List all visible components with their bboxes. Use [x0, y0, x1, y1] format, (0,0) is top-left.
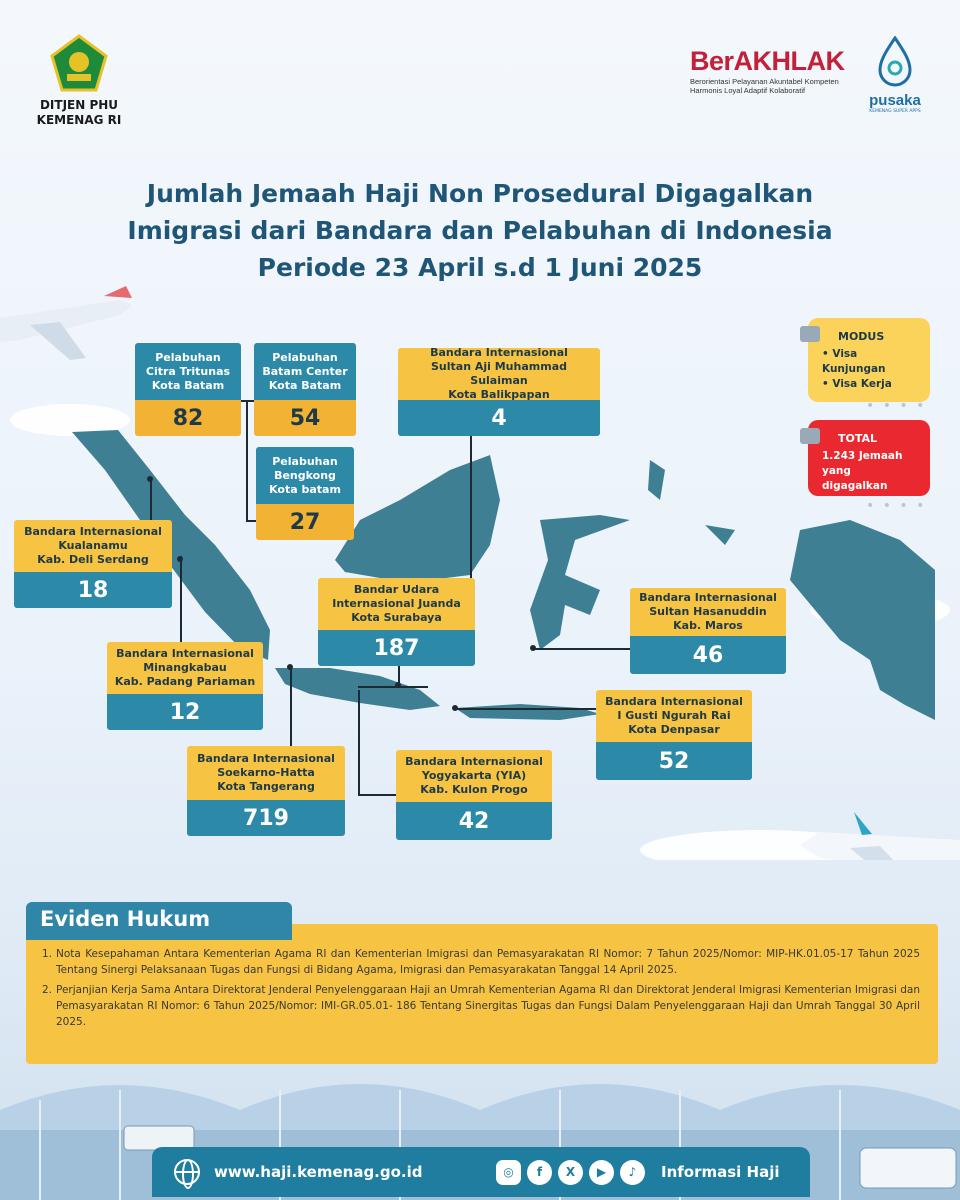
total-line1: 1.243 Jemaah [822, 450, 903, 462]
modus-list [822, 347, 920, 392]
location-label: Pelabuhan Batam Center Kota Batam [254, 343, 356, 400]
x-icon[interactable]: X [558, 1160, 583, 1185]
connector-line [534, 648, 630, 650]
location-value: 82 [135, 400, 241, 436]
org-name-line1: DITJEN PHU [39, 98, 119, 112]
connector-line [358, 794, 396, 796]
tiktok-icon[interactable]: ♪ [620, 1160, 645, 1185]
location-card-yogyakarta [396, 750, 552, 840]
pusaka-logo [862, 36, 928, 114]
location-card-soekarno-hatta [187, 746, 345, 836]
location-card-juanda [318, 578, 475, 666]
website-link[interactable]: www.haji.kemenag.go.id [214, 1163, 423, 1181]
modus-legend [808, 318, 930, 402]
connector-line [290, 668, 292, 748]
legend-tag [800, 428, 820, 444]
location-card-ngurah-rai [596, 690, 752, 780]
location-value: 12 [107, 694, 263, 730]
location-dot [530, 645, 536, 651]
location-value: 54 [254, 400, 356, 436]
location-value: 46 [630, 636, 786, 674]
location-label: Bandar Udara Internasional Juanda Kota Surabaya [318, 578, 475, 630]
evidence-item: 1. Nota Kesepahaman Antara Kementerian Agama RI dan Kementerian Imigrasi dan Pemasyarakatan RI Nomor: 7 Tahun 2025/Nomor: MIP-HK.01.05-17 Tahun 2025 Tentang Sinergi Pelaksanaan Tugas dan Fungsi di Bidang Agama, Imigrasi dan Pemasyarakatan Tanggal 14 April 2025. [42, 948, 920, 976]
location-value: 42 [396, 802, 552, 840]
connector-line [358, 690, 360, 796]
total-title: TOTAL [838, 432, 878, 445]
location-value: 18 [14, 572, 172, 608]
instagram-icon[interactable]: ◎ [496, 1160, 521, 1185]
location-value: 719 [187, 800, 345, 836]
dots-decor: • • • • [866, 498, 927, 514]
sulawesi-island [530, 515, 630, 650]
total-legend [808, 420, 930, 496]
plane-right-icon [800, 812, 960, 860]
facebook-icon[interactable]: f [527, 1160, 552, 1185]
title-line3: Periode 23 April s.d 1 Juni 2025 [257, 253, 703, 282]
location-card-kualanamu [14, 520, 172, 608]
location-card-hasanuddin [630, 588, 786, 674]
pusaka-drop-icon [878, 36, 912, 88]
pusaka-sub: KEMENAG SUPER APPS [869, 109, 921, 114]
connector-line [240, 400, 254, 402]
papua-island [790, 520, 935, 720]
location-card-minangkabau [107, 642, 263, 730]
connector-line [246, 520, 256, 522]
berakhlak-title: BerAKHLAK [690, 46, 845, 76]
total-line2: yang digagalkan [822, 465, 888, 492]
location-dot [395, 682, 401, 688]
location-label: Bandara Internasional Sultan Hasanuddin Kab. Maros [630, 588, 786, 636]
footer-info: Informasi Haji [661, 1163, 780, 1181]
location-dot [287, 664, 293, 670]
pusaka-name: pusaka [869, 92, 921, 109]
location-label: Bandara Internasional Sultan Aji Muhammad Sulaiman Kota Balikpapan [398, 348, 600, 400]
connector-line [358, 686, 428, 688]
kalimantan-island [335, 455, 500, 580]
location-dot [177, 556, 183, 562]
location-label: Pelabuhan Citra Tritunas Kota Batam [135, 343, 241, 400]
location-label: Bandara Internasional I Gusti Ngurah Rai Kota Denpasar [596, 690, 752, 742]
evidence-list [42, 946, 920, 1030]
connector-line [456, 708, 596, 710]
connector-line [150, 480, 152, 522]
org-name [20, 98, 138, 128]
location-label: Bandara Internasional Yogyakarta (YIA) Kab. Kulon Progo [396, 750, 552, 802]
evidence-item: 2. Perjanjian Kerja Sama Antara Direktorat Jenderal Penyelenggaraan Haji an Umrah Kementerian Agama RI dan Direktorat Jenderal Imigrasi Kementerian Imigrasi dan Pemasyarakatan RI Nomor: 6 Tahun 2025/Nomor: IMI-GR.05.01- 186 Tentang Sinergitas Tugas dan Fungsi Dalam Penyelenggaraan Haji dan Umrah Tanggal 30 April 2025. [42, 984, 920, 1028]
title-line1: Jumlah Jemaah Haji Non Prosedural Digagalkan [146, 179, 814, 208]
location-label: Pelabuhan Bengkong Kota batam [256, 447, 354, 504]
location-card-citra-tritunas [135, 343, 241, 436]
page-title [60, 175, 900, 286]
location-card-bengkong [256, 447, 354, 540]
footer-bar [152, 1147, 810, 1197]
location-label: Bandara Internasional Soekarno-Hatta Kota Tangerang [187, 746, 345, 800]
location-card-batam-center [254, 343, 356, 436]
globe-icon [174, 1159, 200, 1185]
location-value: 187 [318, 630, 475, 666]
berakhlak-sub1: Berorientasi Pelayanan Akuntabel Kompeten [690, 77, 839, 86]
youtube-icon[interactable]: ▶ [589, 1160, 614, 1185]
plane-left-icon [0, 286, 132, 360]
location-label: Bandara Internasional Minangkabau Kab. Padang Pariaman [107, 642, 263, 694]
connector-line [470, 436, 472, 580]
location-label: Bandara Internasional Kualanamu Kab. Deli Serdang [14, 520, 172, 572]
dots-decor: • • • • [866, 398, 927, 414]
modus-item: • Visa Kerja [822, 377, 920, 392]
location-value: 52 [596, 742, 752, 780]
location-dot [147, 476, 153, 482]
org-name-line2: KEMENAG RI [36, 113, 122, 127]
kemenag-logo [48, 34, 110, 96]
location-value: 4 [398, 400, 600, 436]
modus-item: • Visa Kunjungan [822, 347, 920, 377]
connector-line [180, 556, 182, 642]
location-card-balikpapan [398, 348, 600, 436]
evidence-box [26, 924, 938, 1064]
berakhlak-logo [690, 46, 860, 95]
title-line2: Imigrasi dari Bandara dan Pelabuhan di Indonesia [127, 216, 833, 245]
evidence-title: Eviden Hukum [26, 902, 292, 940]
total-value [822, 449, 920, 494]
berakhlak-sub2: Harmonis Loyal Adaptif Kolaboratif [690, 86, 806, 95]
location-dot [452, 705, 458, 711]
connector-line [246, 400, 248, 522]
legend-tag [800, 326, 820, 342]
location-value: 27 [256, 504, 354, 540]
social-icons [496, 1160, 645, 1185]
modus-title: MODUS [838, 330, 885, 343]
